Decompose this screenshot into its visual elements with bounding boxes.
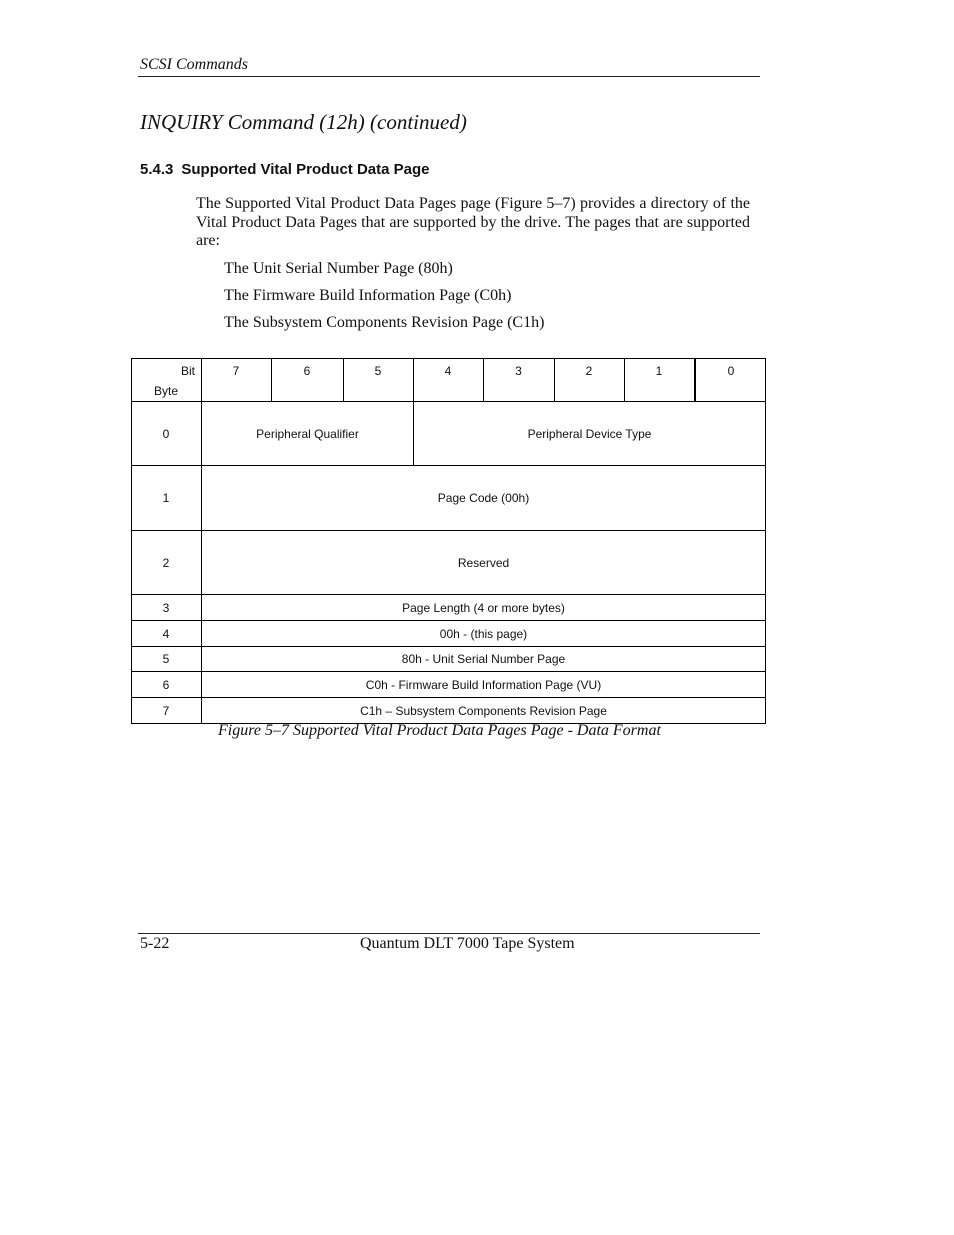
unit-serial-number-field: 80h - Unit Serial Number Page (401, 652, 566, 666)
footer-title: Quantum DLT 7000 Tape System (360, 935, 575, 952)
page-code-field: Page Code (00h) (437, 491, 530, 505)
bit-label: 0 (727, 364, 735, 378)
supported-pages-list (224, 259, 544, 340)
bit-header-label: Bit (180, 364, 195, 378)
subsection-number: 5.4.3 (140, 161, 174, 178)
bit-label: 6 (303, 364, 311, 378)
bit-label: 3 (515, 364, 522, 378)
section-title: INQUIRY Command (12h) (continued) (140, 110, 467, 134)
list-item: The Unit Serial Number Page (80h) (224, 260, 453, 277)
peripheral-qualifier-field: Peripheral Qualifier (256, 426, 359, 441)
byte-number: 4 (162, 626, 170, 641)
byte-number: 5 (162, 652, 170, 666)
subsystem-components-field: C1h – Subsystem Components Revision Page (360, 703, 607, 718)
bit-label: 1 (655, 364, 663, 378)
byte-number: 0 (162, 426, 170, 441)
subsection-title: Supported Vital Product Data Page (181, 161, 430, 178)
peripheral-device-type-field: Peripheral Device Type (527, 426, 652, 441)
byte-number: 3 (162, 600, 170, 615)
bit-label: 5 (374, 364, 382, 378)
page-number: 5-22 (140, 935, 170, 952)
table-border-right (765, 358, 766, 724)
page-length-field: Page Length (4 or more bytes) (402, 600, 565, 615)
firmware-build-info-field: C0h - Firmware Build Information Page (VU) (365, 677, 602, 692)
reserved-field: Reserved (457, 555, 510, 570)
running-head: SCSI Commands (140, 56, 249, 73)
bit-label: 4 (444, 364, 452, 378)
list-item: The Subsystem Components Revision Page (C1h) (224, 314, 545, 331)
footer-rule (138, 933, 760, 934)
byte-number: 2 (162, 555, 170, 570)
byte-number: 1 (162, 491, 170, 505)
bit-label: 2 (585, 364, 593, 378)
bit-label: 7 (232, 364, 240, 378)
this-page-field: 00h - (this page) (439, 626, 528, 641)
figure-caption: Figure 5–7 Supported Vital Product Data Pages Page - Data Format (218, 722, 661, 739)
list-item: The Firmware Build Information Page (C0h) (224, 287, 512, 304)
intro-paragraph: The Supported Vital Product Data Pages page (Figure 5–7) provides a directory of the Vital Product Data Pages that are supported by the drive. The pages that are supported are: (196, 195, 750, 249)
byte-number: 7 (162, 703, 170, 718)
subsection-heading (140, 161, 429, 178)
data-format-table (131, 358, 766, 724)
byte-header-label: Byte (153, 384, 178, 398)
byte-number: 6 (162, 677, 170, 692)
header-rule (138, 76, 760, 77)
